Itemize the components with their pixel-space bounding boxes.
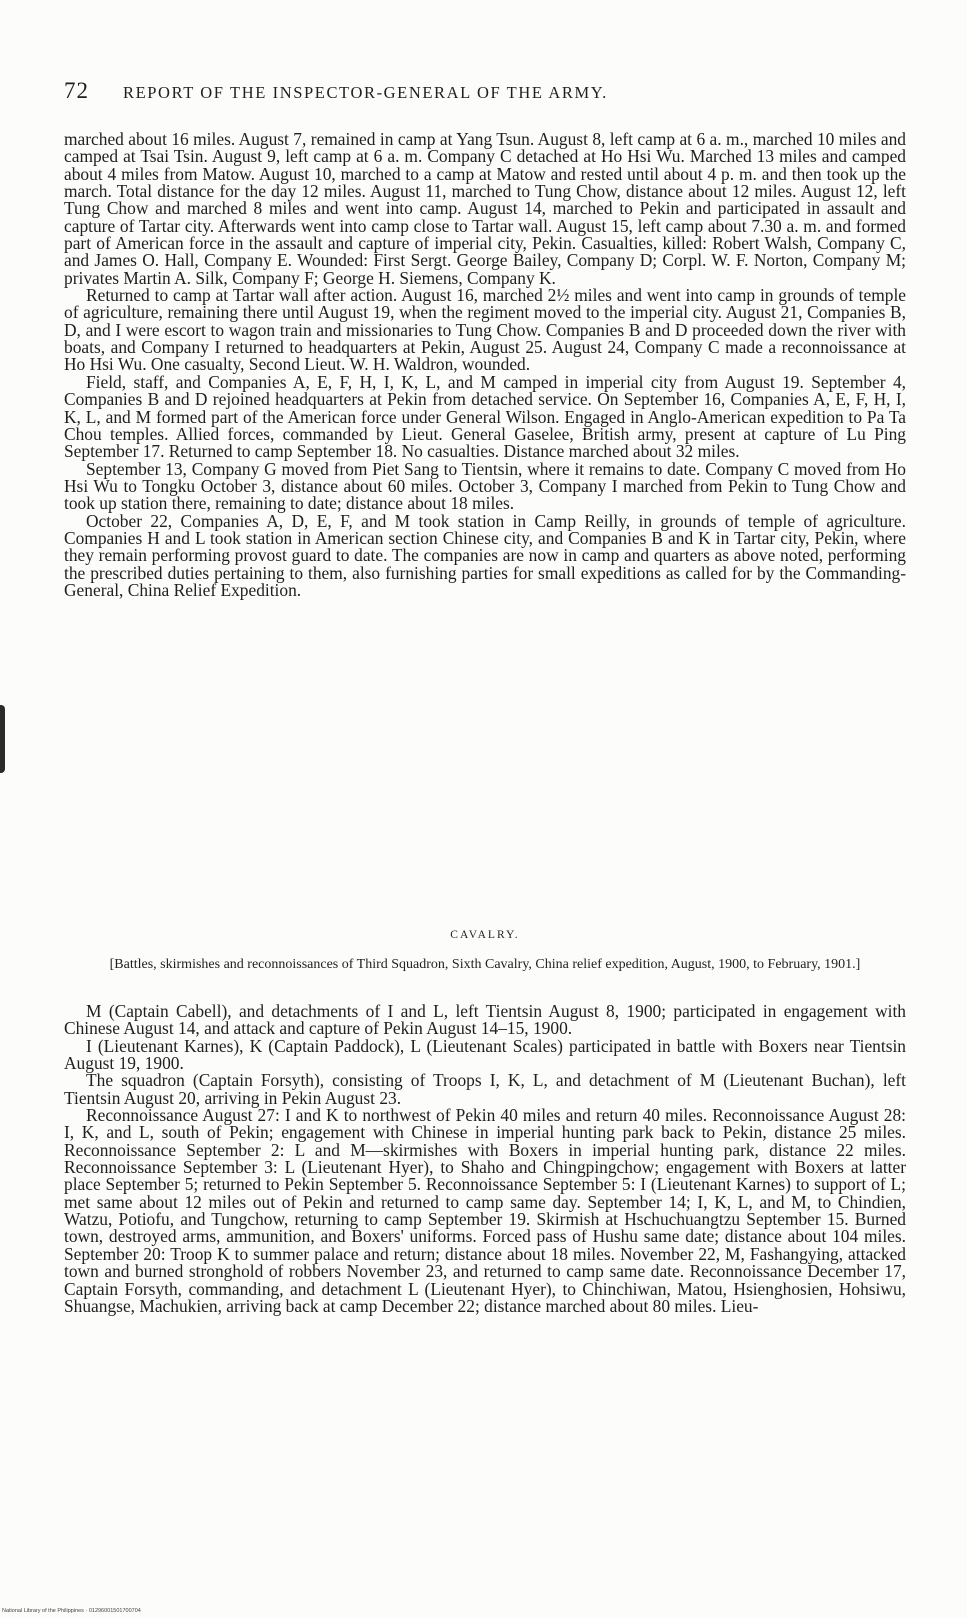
- paragraph: Field, staff, and Companies A, E, F, H, I, K, L, and M camped in imperial city from August 19. September 4, Companies B and D rejoined headquarters at Pekin from detached service. On September 16, Companies A, E, F, H, I, K, L, and M formed part of the American force under General Wilson. Engaged in Anglo-American expedition to Pa Ta Chou temples. Allied forces, commanded by Lieut. General Gaselee, British army, present at capture of Lu Ping September 17. Returned to camp September 18. No casualties. Distance marched about 32 miles.: [64, 371, 906, 462]
- paragraph: I (Lieutenant Karnes), K (Captain Paddock), L (Lieutenant Scales) participated in battle with Boxers near Tientsin August 19, 1900.: [64, 1035, 906, 1074]
- cavalry-report-text: [64, 1003, 906, 1315]
- page-header: [64, 78, 824, 106]
- paragraph: The squadron (Captain Forsyth), consisting of Troops I, K, L, and detachment of M (Lieutenant Buchan), left Tientsin August 20, arriving in Pekin August 23.: [64, 1070, 906, 1108]
- paragraph: Returned to camp at Tartar wall after action. August 16, marched 2½ miles and went into camp in grounds of temple of agriculture, remaining there until August 19, when the regiment moved to the imperial city. August 21, Companies B, D, and I were escort to wagon train and missionaries to Tung Chow. Companies B and D proceeded down the river with boats, and Company I returned to headquarters at Pekin, August 25. August 24, Company C made a reconnoissance at Ho Hsi Wu. One casualty, Second Lieut. W. H. Waldron, wounded.: [64, 285, 906, 375]
- scan-footer-stamp: National Library of the Philippines · 01296001501700704: [2, 1608, 141, 1614]
- section-note: [Battles, skirmishes and reconnoissances of Third Squadron, Sixth Cavalry, China relief expedition, August, 1900, to February, 1901.]: [109, 957, 861, 972]
- running-title: REPORT OF THE INSPECTOR-GENERAL OF THE ARMY.: [123, 83, 608, 102]
- infantry-report-text: [64, 131, 906, 599]
- paragraph: M (Captain Cabell), and detachments of I and L, left Tientsin August 8, 1900; participated in engagement with Chinese August 14, and attack and capture of Pekin August 14–15, 1900.: [64, 1001, 906, 1039]
- paragraph: September 13, Company G moved from Piet Sang to Tientsin, where it remains to date. Company C moved from Ho Hsi Wu to Tongku October 3, distance about 60 miles. October 3, Company I marched from Pekin to Tung Chow and took up station there, remaining to date; distance about 18 miles.: [64, 458, 906, 514]
- page-number: 72: [64, 78, 89, 103]
- paragraph: marched about 16 miles. August 7, remained in camp at Yang Tsun. August 8, left camp at 6 a. m., marched 10 miles and camped at Tsai Tsin. August 9, left camp at 6 a. m. Company C detached at Ho Hsi Wu. Marched 13 miles and camped about 4 miles from Matow. August 10, marched to a camp at Matow and rested until about 4 p. m. and then took up the march. Total distance for the day 12 miles. August 11, marched to Tung Chow, distance about 12 miles. August 12, left Tung Chow and marched 8 miles and went into camp. August 14, marched to Pekin and participated in assault and capture of Tartar city. Afterwards went into camp close to Tartar wall. August 15, left camp about 7.30 a. m. and formed part of American force in the assault and capture of imperial city, Pekin. Casualties, killed: Robert Walsh, Company C, and James O. Hall, Company E. Wounded: First Sergt. George Bailey, Company D; Corpl. W. F. Norton, Company M; privates Martin A. Silk, Company F; George H. Siemens, Company K.: [64, 129, 906, 288]
- paragraph: October 22, Companies A, D, E, F, and M took station in Camp Reilly, in grounds of temple of agriculture. Companies H and L took station in American section Chinese city, and Companies B and K in Tartar city, Pekin, where they remain performing provost guard to date. The companies are now in camp and quarters as above noted, performing the prescribed duties pertaining to them, also furnishing parties for small expeditions as called for by the Commanding-General, China Relief Expedition.: [64, 510, 906, 600]
- page-edge-shadow: [0, 705, 5, 773]
- section-heading-cavalry: CAVALRY.: [450, 929, 520, 941]
- paragraph: Reconnoissance August 27: I and K to northwest of Pekin 40 miles and return 40 miles. Reconnoissance August 28: I, K, and L, south of Pekin; engagement with Chinese in imperial hunting park back to Pekin, distance 25 miles. Reconnoissance September 2: L and M—skirmishes with Boxers in imperial hunting park, distance 22 miles. Reconnoissance September 3: L (Lieutenant Hyer), to Shaho and Chingpingchow; engagement with Boxers at latter place September 5; returned to Pekin September 5. Reconnoissance September 5: I (Lieutenant Karnes) to support of L; met same about 12 miles out of Pekin and returned to camp same day. September 14; I, K, L, and M, to Chindien, Watzu, Potiofu, and Tungchow, returning to camp September 19. Skirmish at Hschuchuangtzu September 15. Burned town, destroyed arms, ammunition, and Boxers' uniforms. Forced pass of Hushu same date; distance about 104 miles. September 20: Troop K to summer palace and return; distance about 18 miles. November 22, M, Fashangying, attacked town and burned stronghold of robbers November 23, and returned to camp same date. Reconnoissance December 17, Captain Forsyth, commanding, and detachment L (Lieutenant Hyer), to Chinchiwan, Matou, Hsienghosien, Hohsiwu, Shuangse, Machukien, arriving back at camp December 22; distance marched about 80 miles. Lieu-: [64, 1105, 906, 1316]
